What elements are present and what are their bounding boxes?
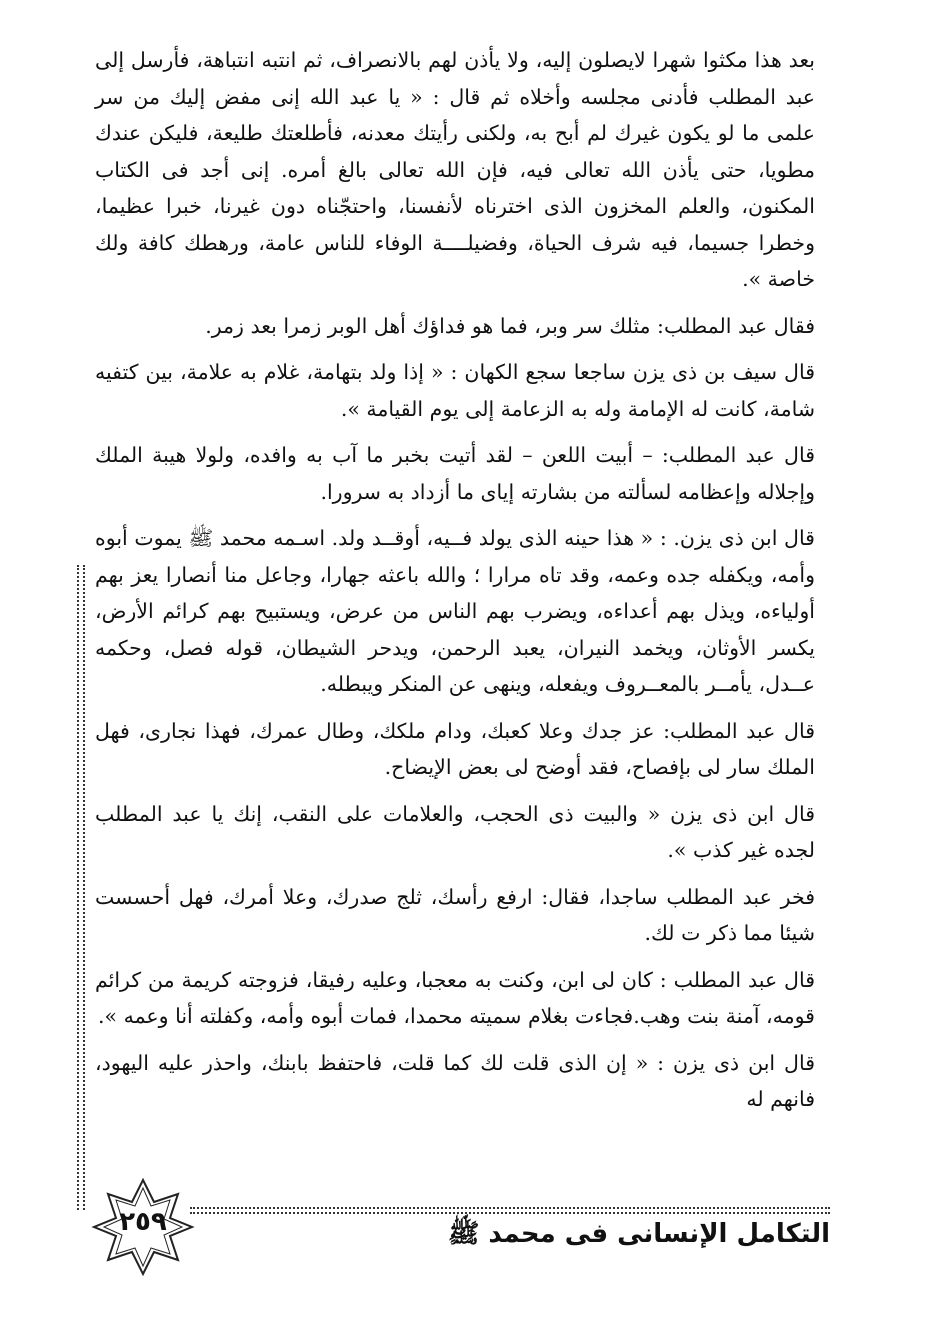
paragraph-9: قال عبد المطلب : كان لى ابن، وكنت به معجبا، وعليه رفيقا، فزوجته كريمة من كرائم قومه، آمنة بنت وهب.فجاءت بغلام سميته محمدا، فمات أبوه وأمه، وكفلته أنا وعمه ».: [95, 967, 815, 1028]
paragraph-8: فخر عبد المطلب ساجدا، فقال: ارفع رأسك، ثلج صدرك، وعلا أمرك، فهل أحسست شيئا مما ذكر ت لك.: [95, 884, 815, 945]
paragraph-5: قال ابن ذى يزن. : « هذا حينه الذى يولد فــيه، أوقــد ولد. اسـمه محمد ﷺ يموت أبوه وأمه، ويكفله جده وعمه، وقد تاه مرارا ؛ والله باعثه جهارا، وجاعل منا أنصارا يعز بهم أولياءه، ويذل بهم أعداءه، ويضرب بهم الناس من عرض، ويستبيح بهم كرائم الأرض، يكسر الأوثان، ويخمد النيران، يعبد الرحمن، ويدحر الشيطان، قوله فصل، وحكمه عــدل، يأمــر بالمعــروف ويفعله، وينهى عن المنكر ويبطله.: [95, 526, 815, 696]
page-number-badge: [88, 1172, 198, 1282]
paragraph-4: قال عبد المطلب: – أبيت اللعن – لقد أتيت بخبر ما آب به وافده، ولولا هيبة الملك وإجلاله وإعظامه لسألته من بشارته إياى ما أزداد به سرورا.: [95, 443, 815, 504]
paragraph-10: قال ابن ذى يزن : « إن الذى قلت لك كما قلت، فاحتفظ بابنك، واحذر عليه اليهود، فانهم له: [95, 1050, 815, 1111]
body-text: [95, 42, 815, 1124]
paragraph-1: بعد هذا مكثوا شهرا لايصلون إليه، ولا يأذن لهم بالانصراف، ثم انتبه انتباهة، فأرسل إلى عبد المطلب فأدنى مجلسه وأخلاه ثم قال : « يا عبد الله إنى مفض إليك من سر علمى ما لو يكون غيرك لم أبح به، ولكنى رأيتك معدنه، فأطلعتك طليعة، فليكن عندك مطويا، حتى يأذن الله تعالى فيه، فإن الله تعالى بالغ أمره. إنى أجد فى الكتاب المكنون، والعلم المخزون الذى اخترناه لأنفسنا، واحتجّناه دون غيرنا، خبرا عظيما، وخطرا جسيما، فيه شرف الحياة، وفضيلــــة الوفاء للناس عامة، ورهطك كافة ولك خاصة ».: [95, 48, 815, 291]
decorative-side-border: [77, 565, 85, 1210]
decorative-bottom-border: [190, 1207, 830, 1214]
paragraph-6: قال عبد المطلب: عز جدك وعلا كعبك، ودام ملكك، وطال عمرك، فهذا نجارى، فهل الملك سار لى بإفصاح، فقد أوضح لى بعض الإيضاح.: [95, 718, 815, 779]
book-title: التكامل الإنسانى فى محمد ﷺ: [447, 1219, 830, 1249]
page-number: ٢٥٩: [119, 1207, 167, 1237]
paragraph-2: فقال عبد المطلب: مثلك سر وبر، فما هو فداؤك أهل الوبر زمرا بعد زمر.: [205, 313, 815, 338]
paragraph-7: قال ابن ذى يزن « والبيت ذى الحجب، والعلامات على النقب، إنك يا عبد المطلب لجده غير كذب ».: [95, 801, 815, 862]
paragraph-3: قال سيف بن ذى يزن ساجعا سجع الكهان : « إذا ولد بتهامة، غلام به علامة، بين كتفيه شامة، كانت له الإمامة وله به الزعامة إلى يوم القيامة ».: [95, 360, 815, 421]
